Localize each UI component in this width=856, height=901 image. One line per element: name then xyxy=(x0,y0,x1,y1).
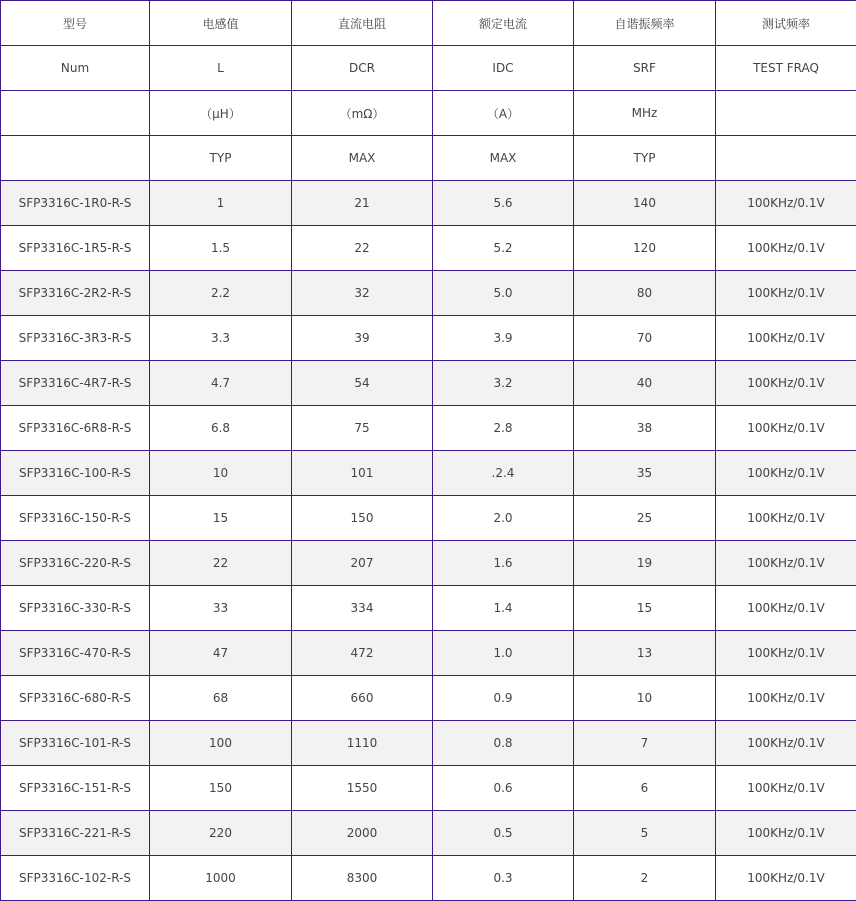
table-cell: 100KHz/0.1V xyxy=(716,586,856,631)
table-cell: 70 xyxy=(574,316,716,361)
part-number-cell: SFP3316C-2R2-R-S xyxy=(1,271,150,316)
table-row xyxy=(1,406,856,451)
table-cell: 0.6 xyxy=(433,766,574,811)
table-cell: 2 xyxy=(574,856,716,901)
header-cell: IDC xyxy=(433,46,574,91)
table-cell: 0.8 xyxy=(433,721,574,766)
table-row xyxy=(1,181,856,226)
header-cell: SRF xyxy=(574,46,716,91)
table-cell: 100KHz/0.1V xyxy=(716,496,856,541)
part-number-cell: SFP3316C-150-R-S xyxy=(1,496,150,541)
table-cell: 101 xyxy=(292,451,433,496)
header-cell: Num xyxy=(1,46,150,91)
table-cell: 660 xyxy=(292,676,433,721)
table-cell: 15 xyxy=(150,496,292,541)
table-cell: 100KHz/0.1V xyxy=(716,856,856,901)
header-cell: TYP xyxy=(150,136,292,181)
table-cell: 100KHz/0.1V xyxy=(716,451,856,496)
header-cell xyxy=(716,91,856,136)
header-cell: TYP xyxy=(574,136,716,181)
part-number-cell: SFP3316C-102-R-S xyxy=(1,856,150,901)
table-body xyxy=(1,181,856,901)
table-row xyxy=(1,811,856,856)
table-cell: 100KHz/0.1V xyxy=(716,631,856,676)
table-row xyxy=(1,676,856,721)
table-cell: 33 xyxy=(150,586,292,631)
header-cell: DCR xyxy=(292,46,433,91)
header-cell: （mΩ） xyxy=(292,91,433,136)
part-number-cell: SFP3316C-100-R-S xyxy=(1,451,150,496)
table-cell: 334 xyxy=(292,586,433,631)
table-cell: 150 xyxy=(150,766,292,811)
table-cell: 75 xyxy=(292,406,433,451)
table-cell: 15 xyxy=(574,586,716,631)
table-cell: 7 xyxy=(574,721,716,766)
table-row xyxy=(1,496,856,541)
table-cell: 100KHz/0.1V xyxy=(716,181,856,226)
part-number-cell: SFP3316C-680-R-S xyxy=(1,676,150,721)
header-cell: MAX xyxy=(433,136,574,181)
table-cell: 100KHz/0.1V xyxy=(716,406,856,451)
header-cell: （A） xyxy=(433,91,574,136)
part-number-cell: SFP3316C-151-R-S xyxy=(1,766,150,811)
table-cell: 2.0 xyxy=(433,496,574,541)
table-cell: 21 xyxy=(292,181,433,226)
table-cell: 54 xyxy=(292,361,433,406)
header-cell: MHz xyxy=(574,91,716,136)
table-cell: 22 xyxy=(292,226,433,271)
header-cell: MAX xyxy=(292,136,433,181)
table-header xyxy=(1,1,856,181)
table-cell: 100KHz/0.1V xyxy=(716,811,856,856)
table-cell: 1.6 xyxy=(433,541,574,586)
header-cell: 额定电流 xyxy=(433,1,574,46)
table-cell: 100 xyxy=(150,721,292,766)
table-cell: 38 xyxy=(574,406,716,451)
part-number-cell: SFP3316C-101-R-S xyxy=(1,721,150,766)
part-number-cell: SFP3316C-4R7-R-S xyxy=(1,361,150,406)
table-cell: 100KHz/0.1V xyxy=(716,361,856,406)
table-row xyxy=(1,271,856,316)
table-cell: 207 xyxy=(292,541,433,586)
table-cell: 1550 xyxy=(292,766,433,811)
table-cell: 0.3 xyxy=(433,856,574,901)
table-row xyxy=(1,856,856,901)
table-cell: 100KHz/0.1V xyxy=(716,541,856,586)
table-cell: 47 xyxy=(150,631,292,676)
table-cell: 1000 xyxy=(150,856,292,901)
header-cell xyxy=(1,136,150,181)
table-cell: 0.9 xyxy=(433,676,574,721)
header-cell: 型号 xyxy=(1,1,150,46)
part-number-cell: SFP3316C-330-R-S xyxy=(1,586,150,631)
header-cell: （μH） xyxy=(150,91,292,136)
table-row xyxy=(1,766,856,811)
header-cell xyxy=(1,91,150,136)
table-cell: 2.2 xyxy=(150,271,292,316)
table-cell: 3.3 xyxy=(150,316,292,361)
table-cell: 1.4 xyxy=(433,586,574,631)
table-cell: 150 xyxy=(292,496,433,541)
table-cell: 19 xyxy=(574,541,716,586)
table-cell: 3.9 xyxy=(433,316,574,361)
header-cell: 直流电阻 xyxy=(292,1,433,46)
table-cell: 10 xyxy=(574,676,716,721)
table-cell: 25 xyxy=(574,496,716,541)
part-number-cell: SFP3316C-220-R-S xyxy=(1,541,150,586)
table-row xyxy=(1,631,856,676)
table-cell: 100KHz/0.1V xyxy=(716,226,856,271)
table-cell: 1 xyxy=(150,181,292,226)
table-cell: 220 xyxy=(150,811,292,856)
table-cell: 32 xyxy=(292,271,433,316)
table-cell: 13 xyxy=(574,631,716,676)
table-cell: 100KHz/0.1V xyxy=(716,721,856,766)
header-row xyxy=(1,1,856,46)
table-cell: 100KHz/0.1V xyxy=(716,676,856,721)
part-number-cell: SFP3316C-6R8-R-S xyxy=(1,406,150,451)
table-cell: 1.5 xyxy=(150,226,292,271)
header-row xyxy=(1,46,856,91)
table-cell: 120 xyxy=(574,226,716,271)
table-cell: 2.8 xyxy=(433,406,574,451)
part-number-cell: SFP3316C-3R3-R-S xyxy=(1,316,150,361)
table-row xyxy=(1,226,856,271)
table-cell: 5.0 xyxy=(433,271,574,316)
table-cell: .2.4 xyxy=(433,451,574,496)
header-cell: 测试频率 xyxy=(716,1,856,46)
table-cell: 3.2 xyxy=(433,361,574,406)
table-row xyxy=(1,451,856,496)
table-cell: 6 xyxy=(574,766,716,811)
part-number-cell: SFP3316C-1R0-R-S xyxy=(1,181,150,226)
table-cell: 6.8 xyxy=(150,406,292,451)
table-cell: 1.0 xyxy=(433,631,574,676)
table-cell: 40 xyxy=(574,361,716,406)
table-cell: 5.6 xyxy=(433,181,574,226)
table-cell: 0.5 xyxy=(433,811,574,856)
table-row xyxy=(1,541,856,586)
part-number-cell: SFP3316C-1R5-R-S xyxy=(1,226,150,271)
table-cell: 10 xyxy=(150,451,292,496)
table-cell: 80 xyxy=(574,271,716,316)
table-cell: 100KHz/0.1V xyxy=(716,316,856,361)
header-cell: L xyxy=(150,46,292,91)
table-row xyxy=(1,721,856,766)
part-number-cell: SFP3316C-470-R-S xyxy=(1,631,150,676)
table-cell: 140 xyxy=(574,181,716,226)
header-cell xyxy=(716,136,856,181)
table-cell: 2000 xyxy=(292,811,433,856)
table-cell: 39 xyxy=(292,316,433,361)
table-cell: 100KHz/0.1V xyxy=(716,766,856,811)
table-cell: 472 xyxy=(292,631,433,676)
table-cell: 8300 xyxy=(292,856,433,901)
table-cell: 22 xyxy=(150,541,292,586)
table-cell: 68 xyxy=(150,676,292,721)
header-cell: 自谐振频率 xyxy=(574,1,716,46)
table-cell: 5 xyxy=(574,811,716,856)
table-cell: 35 xyxy=(574,451,716,496)
table-cell: 100KHz/0.1V xyxy=(716,271,856,316)
header-cell: 电感值 xyxy=(150,1,292,46)
header-row xyxy=(1,136,856,181)
table-cell: 1110 xyxy=(292,721,433,766)
header-cell: TEST FRAQ xyxy=(716,46,856,91)
table-cell: 5.2 xyxy=(433,226,574,271)
header-row xyxy=(1,91,856,136)
table-row xyxy=(1,316,856,361)
part-number-cell: SFP3316C-221-R-S xyxy=(1,811,150,856)
table-row xyxy=(1,586,856,631)
table-row xyxy=(1,361,856,406)
table-cell: 4.7 xyxy=(150,361,292,406)
